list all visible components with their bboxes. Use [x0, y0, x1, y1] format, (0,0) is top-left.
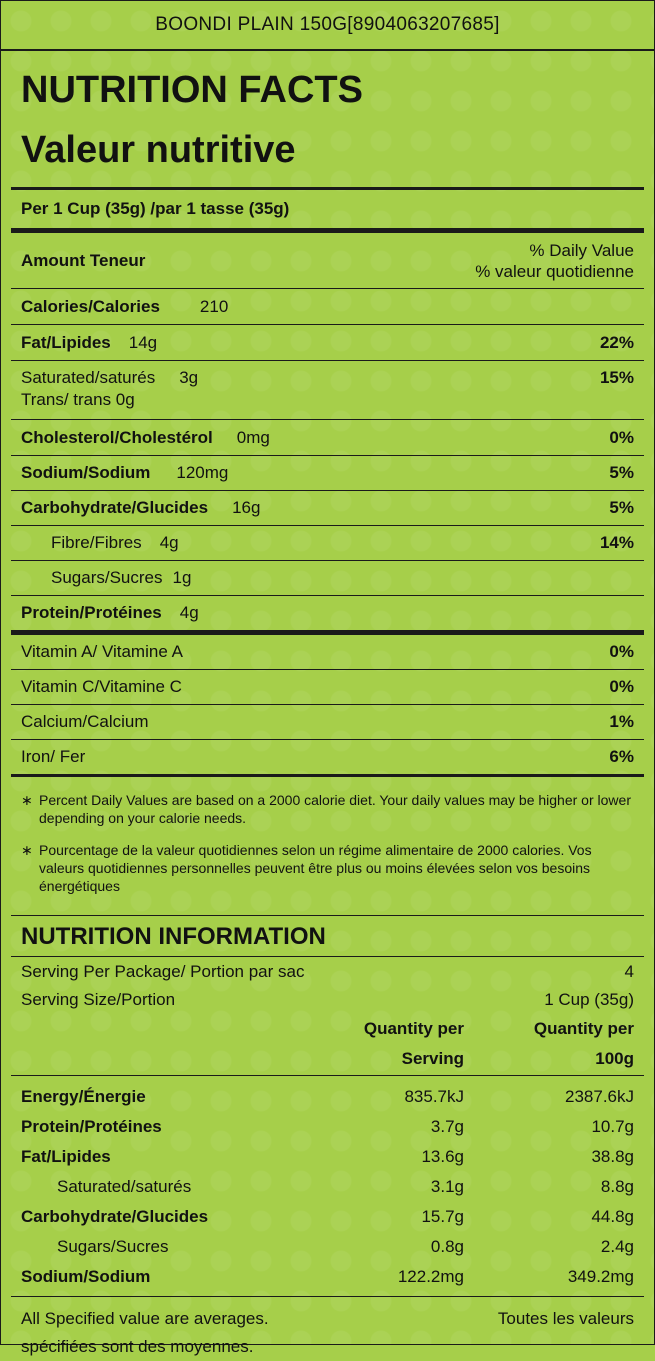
info-column-header — [1, 1013, 654, 1075]
dv-label-fr: % valeur quotidienne — [475, 261, 634, 281]
fact-name: Sodium/Sodium — [21, 463, 151, 482]
info-serving: 122.2mg — [397, 1267, 464, 1286]
info-heading: NUTRITION INFORMATION — [21, 923, 326, 950]
serving-size-row — [1, 987, 654, 1013]
fact-row-carbohydrate — [1, 491, 654, 525]
col-serving-line1: Quantity per — [363, 1019, 464, 1038]
fact-row-sugars — [1, 561, 654, 595]
fact-amount: 16g — [232, 498, 261, 517]
vitamin-row-iron — [1, 740, 654, 774]
vitamin-dv: 1% — [609, 712, 634, 731]
vitamin-name: Vitamin A/ Vitamine A — [21, 642, 183, 661]
info-serving: 3.1g — [430, 1177, 464, 1196]
info-per100: 2387.6kJ — [565, 1087, 634, 1106]
fact-amount: 1g — [172, 568, 192, 587]
fact-name: Calories/Calories — [21, 296, 160, 316]
footnote-en — [1, 791, 654, 827]
amount-label: Amount Teneur — [21, 250, 146, 270]
info-name: Carbohydrate/Glucides — [21, 1207, 209, 1226]
fact-dv: 22% — [599, 332, 634, 352]
info-row-protein — [1, 1112, 654, 1142]
info-per100: 38.8g — [591, 1147, 634, 1166]
amount-header — [1, 233, 654, 288]
vitamin-name: Vitamin C/Vitamine C — [21, 677, 182, 696]
heading-en: NUTRITION FACTS — [21, 69, 363, 111]
info-serving: 835.7kJ — [404, 1087, 464, 1106]
info-per100: 8.8g — [600, 1177, 634, 1196]
info-name: Fat/Lipides — [21, 1147, 111, 1166]
vitamin-row-a — [1, 635, 654, 669]
footnote-fr-text: Pourcentage de la valeur quotidiennes selon un régime alimentaire de 2000 calories. Vos valeurs quotidiennes personnelles peuvent être plus ou moins élevées selon vos besoins énergétiques — [39, 842, 592, 894]
averages-en: All Specified value are averages. — [21, 1309, 269, 1328]
footnote-en-text: Percent Daily Values are based on a 2000 calorie diet. Your daily values may be higher or lower depending on your calorie needs. — [39, 792, 631, 826]
fact-row-cholesterol — [1, 420, 654, 455]
footnote-fr — [1, 841, 654, 895]
averages-note — [1, 1297, 654, 1361]
fact-name: Saturated/saturés — [21, 368, 156, 387]
fact-dv: 0% — [609, 427, 634, 447]
fact-dv: 5% — [609, 463, 634, 482]
info-name: Sodium/Sodium — [21, 1267, 151, 1286]
col-100g-line2: 100g — [595, 1049, 634, 1068]
info-name: Protein/Protéines — [21, 1117, 162, 1136]
fact-row-sodium — [1, 456, 654, 490]
col-100g-line1: Quantity per — [533, 1019, 634, 1038]
dv-label-en: % Daily Value — [529, 240, 634, 260]
fact-name: Fat/Lipides — [21, 332, 111, 352]
dv-header — [475, 240, 634, 282]
fact-row-fat — [1, 325, 654, 360]
serving-per-package-value: 4 — [624, 962, 634, 981]
averages-fr-1: Toutes les valeurs — [497, 1309, 634, 1328]
vitamin-name: Calcium/Calcium — [21, 712, 149, 731]
fact-amount: 4g — [179, 603, 199, 622]
fact-row-calories — [1, 289, 654, 324]
vitamin-dv: 0% — [609, 642, 634, 661]
product-title: BOONDI PLAIN 150G[8904063207685] — [1, 1, 654, 51]
fact-name: Sugars/Sucres — [51, 568, 163, 587]
info-row-sodium — [1, 1262, 654, 1292]
col-serving-line2: Serving — [401, 1049, 464, 1068]
fact-row-fibre — [1, 526, 654, 560]
info-serving: 13.6g — [421, 1147, 464, 1166]
vitamin-row-calcium — [1, 705, 654, 739]
fact-amount: 4g — [159, 533, 179, 552]
vitamin-dv: 6% — [609, 747, 634, 766]
info-row-energy — [1, 1082, 654, 1112]
asterisk-icon: ∗ — [21, 792, 33, 808]
fact-name: Protein/Protéines — [21, 603, 162, 622]
fact-dv: 14% — [599, 533, 634, 552]
fact-dv: 15% — [599, 368, 634, 387]
info-serving: 3.7g — [430, 1117, 464, 1136]
heading-fr: Valeur nutritive — [21, 129, 296, 171]
serving-line — [1, 190, 654, 228]
fact-row-protein — [1, 596, 654, 630]
fact-row-saturated — [1, 361, 654, 419]
fact-sub: Trans/ trans 0g — [21, 390, 135, 409]
info-per100: 44.8g — [591, 1207, 634, 1226]
info-per100: 2.4g — [600, 1237, 634, 1256]
serving-size-label: Serving Size/Portion — [21, 990, 176, 1009]
info-name: Saturated/saturés — [57, 1177, 192, 1196]
fact-dv: 5% — [609, 498, 634, 517]
serving-per-package-row — [1, 957, 654, 987]
fact-name: Fibre/Fibres — [51, 533, 142, 552]
info-row-fat — [1, 1142, 654, 1172]
fact-amount: 120mg — [176, 463, 229, 482]
info-row-sugars — [1, 1232, 654, 1262]
vitamin-name: Iron/ Fer — [21, 747, 86, 766]
info-name: Sugars/Sucres — [57, 1237, 169, 1256]
info-serving: 0.8g — [430, 1237, 464, 1256]
vitamin-dv: 0% — [609, 677, 634, 696]
info-row-saturated — [1, 1172, 654, 1202]
fact-amount: 14g — [128, 332, 158, 352]
info-per100: 349.2mg — [567, 1267, 634, 1286]
fact-name: Cholesterol/Cholestérol — [21, 427, 213, 447]
serving-line-text: Per 1 Cup (35g) /par 1 tasse (35g) — [21, 199, 290, 218]
fact-name: Carbohydrate/Glucides — [21, 498, 209, 517]
serving-size-value: 1 Cup (35g) — [544, 990, 634, 1009]
heading-block — [1, 69, 654, 187]
fact-amount: 3g — [179, 368, 199, 387]
info-name: Energy/Énergie — [21, 1087, 146, 1106]
info-row-carbohydrate — [1, 1202, 654, 1232]
info-per100: 10.7g — [591, 1117, 634, 1136]
fact-amount: 210 — [199, 296, 229, 316]
vitamin-row-c — [1, 670, 654, 704]
averages-fr-2: spécifiées sont des moyennes. — [21, 1337, 254, 1356]
serving-per-package-label: Serving Per Package/ Portion par sac — [21, 962, 305, 981]
asterisk-icon: ∗ — [21, 842, 33, 858]
fact-amount: 0mg — [236, 427, 270, 447]
info-serving: 15.7g — [421, 1207, 464, 1226]
